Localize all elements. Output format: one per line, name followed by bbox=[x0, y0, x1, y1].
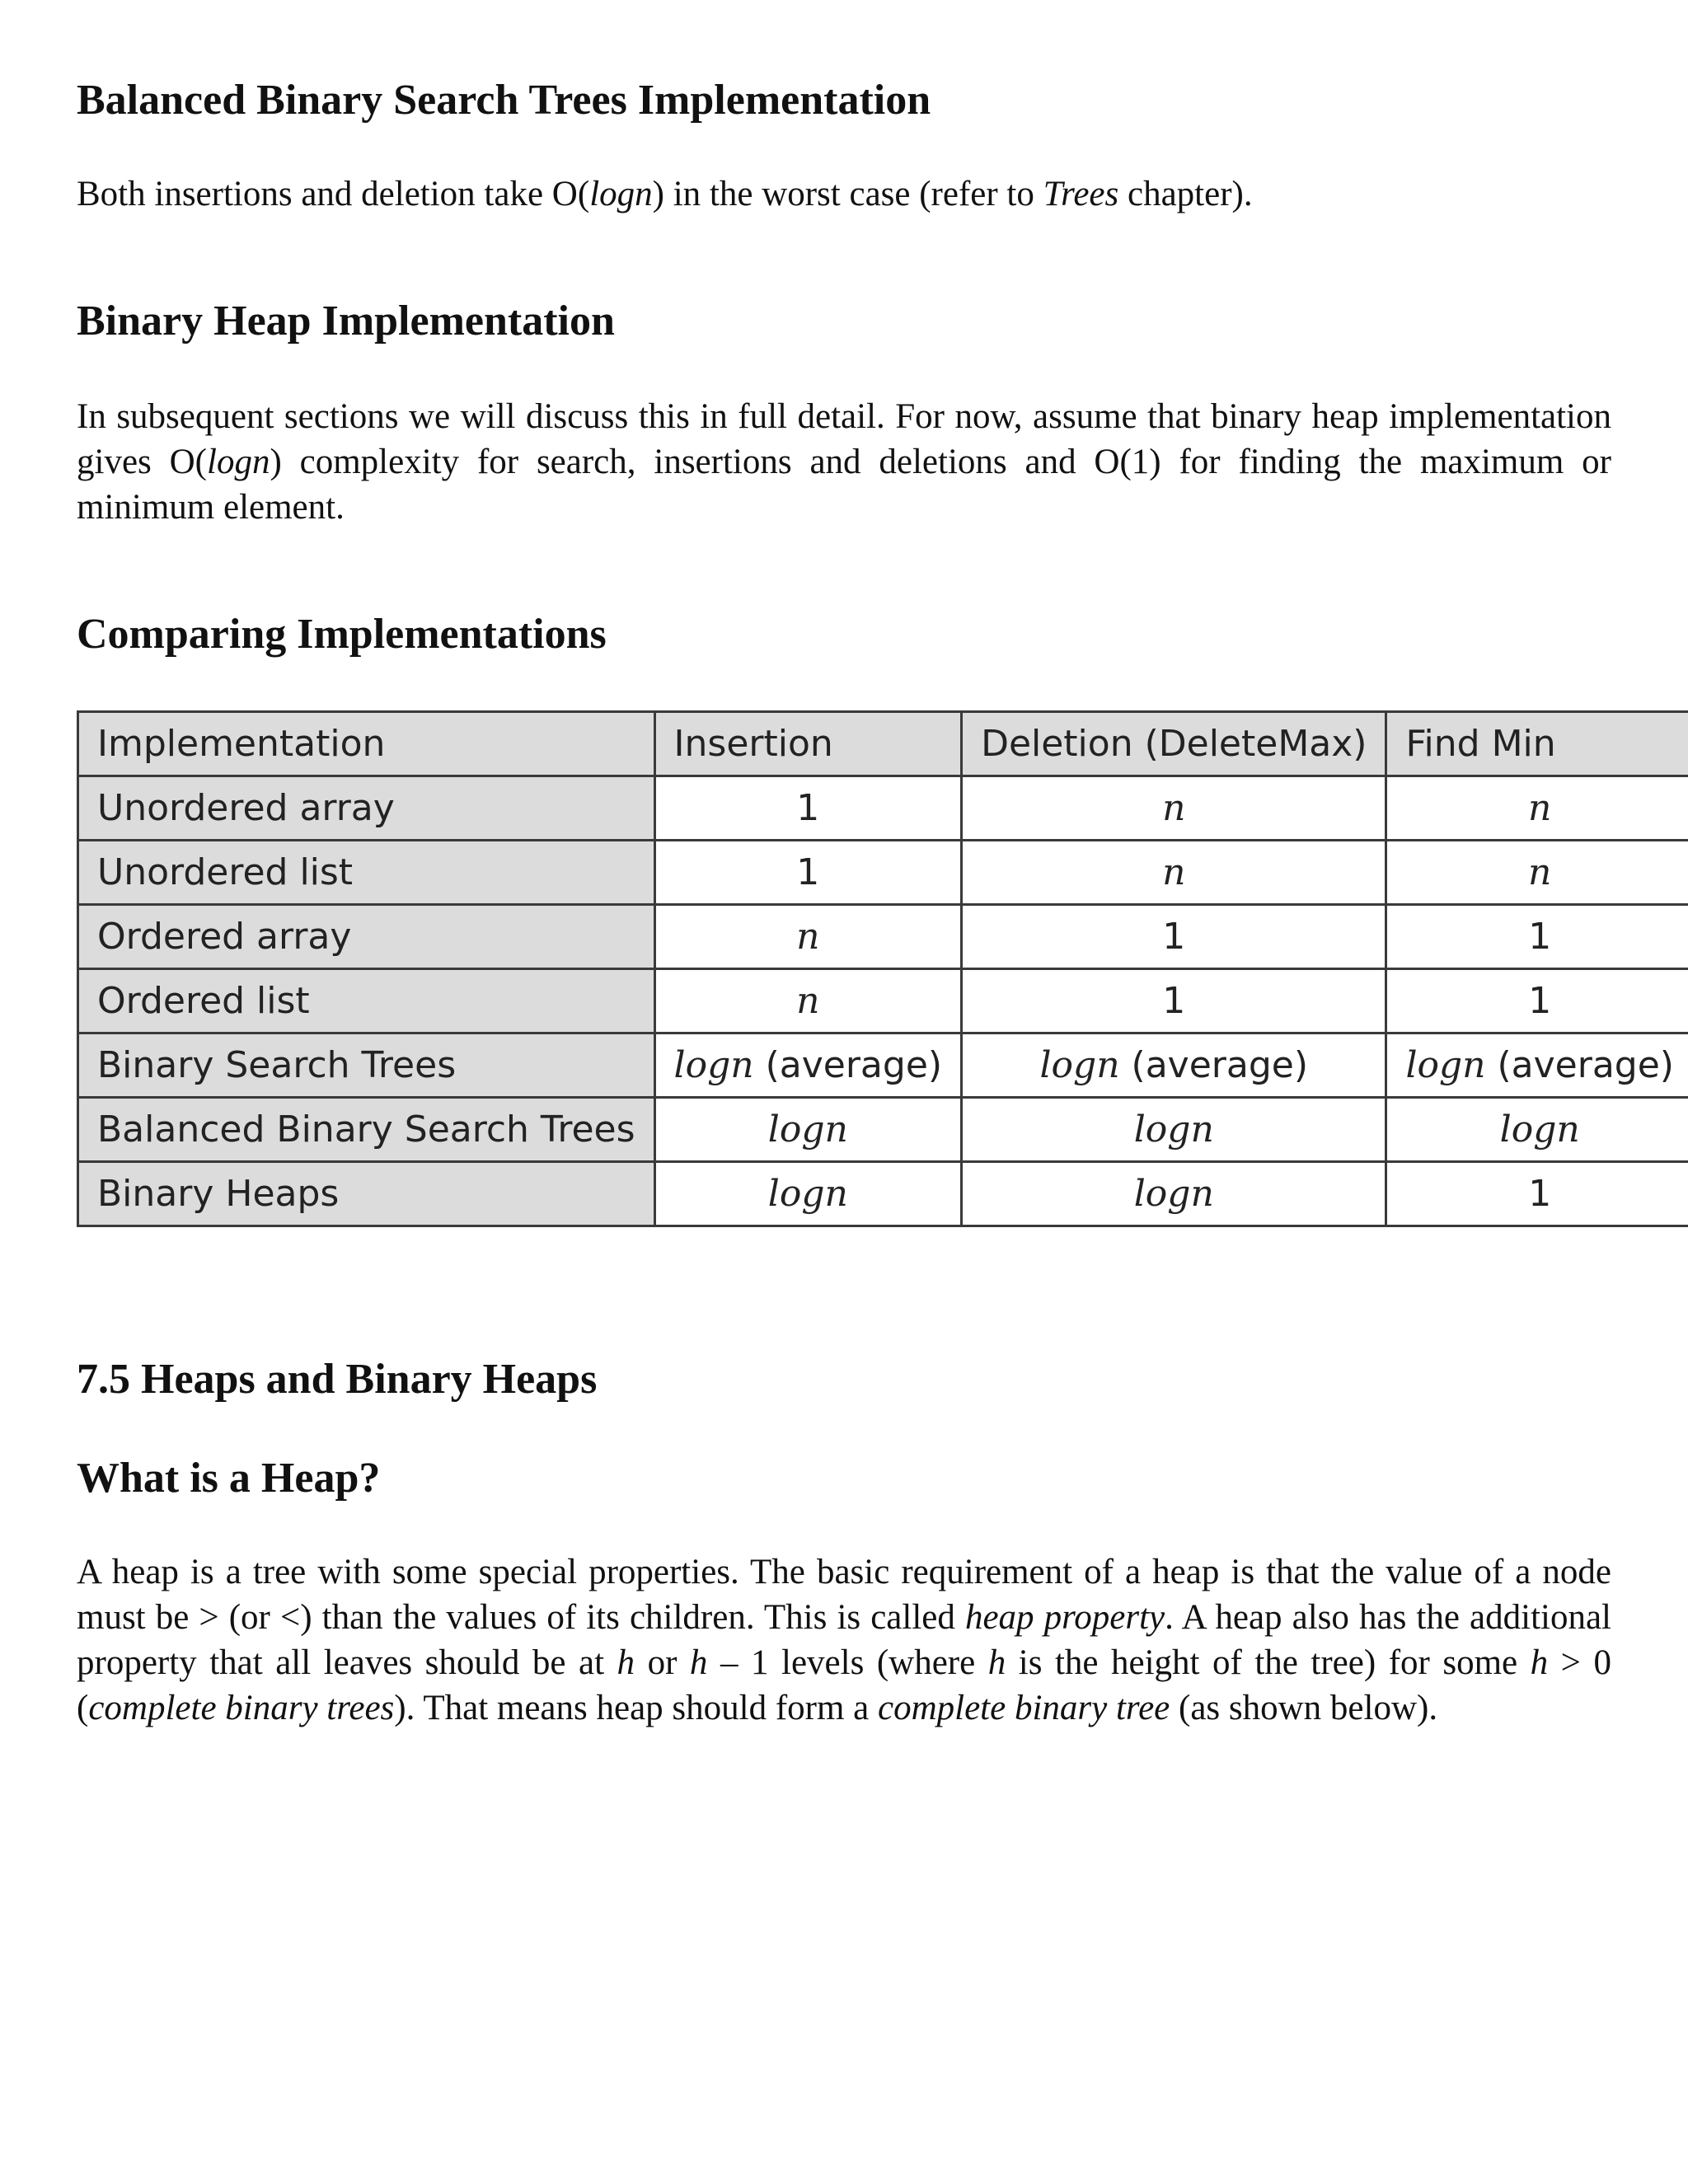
paragraph-what-is-heap bbox=[77, 1549, 1611, 1731]
italic-run: complete binary tree bbox=[878, 1689, 1170, 1727]
table-cell: n bbox=[962, 776, 1386, 841]
table-cell: logn bbox=[962, 1162, 1386, 1226]
table-row bbox=[78, 841, 1688, 905]
italic-run: Trees bbox=[1043, 175, 1119, 213]
text-run: In subsequent sections we will discuss this in full detail. For now, assume that binary heap implementation gives O( bbox=[77, 397, 1611, 481]
paragraph-bbst bbox=[77, 171, 1611, 217]
row-header-cell: Unordered array bbox=[78, 776, 655, 841]
table-row bbox=[78, 1098, 1688, 1162]
paragraph-heap-impl bbox=[77, 394, 1611, 530]
italic-run: complete binary trees bbox=[88, 1689, 395, 1727]
table-cell: 1 bbox=[962, 969, 1386, 1033]
text-run: (as shown below). bbox=[1170, 1689, 1438, 1727]
table-cell: logn bbox=[654, 1098, 962, 1162]
table-cell: 1 bbox=[962, 905, 1386, 969]
header-cell: Implementation bbox=[78, 712, 655, 776]
table-cell: 1 bbox=[1386, 1162, 1688, 1226]
table-cell: n bbox=[1386, 841, 1688, 905]
table-cell: n bbox=[1386, 776, 1688, 841]
section-heading-comparing: Comparing Implementations bbox=[77, 611, 607, 658]
row-header-cell: Ordered array bbox=[78, 905, 655, 969]
table-cell bbox=[1386, 1033, 1688, 1098]
text-run: (average) bbox=[753, 1044, 943, 1086]
table-cell: logn bbox=[962, 1098, 1386, 1162]
row-header-cell: Unordered list bbox=[78, 841, 655, 905]
section-heading-heap-impl: Binary Heap Implementation bbox=[77, 298, 615, 344]
text-run: A heap is a tree with some special properties. The basic requirement of a heap is that the value of a node must be > (or <) than the values of its children. This is called bbox=[77, 1553, 1611, 1637]
table-cell: n bbox=[962, 841, 1386, 905]
text-run: ) in the worst case (refer to bbox=[652, 175, 1043, 213]
header-cell: Deletion (DeleteMax) bbox=[962, 712, 1386, 776]
text-run: ) complexity for search, insertions and deletions and O(1) for finding the maximum or minimum element. bbox=[77, 443, 1611, 527]
table-row bbox=[78, 1162, 1688, 1226]
table-cell bbox=[962, 1033, 1386, 1098]
table-cell: n bbox=[654, 969, 962, 1033]
table-cell: 1 bbox=[1386, 905, 1688, 969]
italic-run: logn bbox=[207, 443, 270, 481]
row-header-cell: Binary Heaps bbox=[78, 1162, 655, 1226]
text-run: – 1 levels (where bbox=[707, 1643, 988, 1682]
table-cell: 1 bbox=[654, 776, 962, 841]
table-row bbox=[78, 1033, 1688, 1098]
table-cell: 1 bbox=[1386, 969, 1688, 1033]
comparison-table bbox=[77, 710, 1688, 1227]
math-run: logn bbox=[673, 1044, 754, 1086]
table-cell: n bbox=[654, 905, 962, 969]
table-cell: 1 bbox=[654, 841, 962, 905]
italic-run: logn bbox=[589, 175, 653, 213]
row-header-cell: Ordered list bbox=[78, 969, 655, 1033]
table-cell: logn bbox=[1386, 1098, 1688, 1162]
header-cell: Insertion bbox=[654, 712, 962, 776]
italic-run: heap property bbox=[964, 1598, 1165, 1637]
text-run: Both insertions and deletion take O( bbox=[77, 175, 590, 213]
table-row bbox=[78, 969, 1688, 1033]
section-heading-bbst: Balanced Binary Search Trees Implementation bbox=[77, 77, 931, 124]
table-row bbox=[78, 776, 1688, 841]
table-row bbox=[78, 905, 1688, 969]
text-run: (average) bbox=[1485, 1044, 1674, 1086]
math-run: logn bbox=[1039, 1044, 1120, 1086]
table-header-row bbox=[78, 712, 1688, 776]
math-run: logn bbox=[1405, 1044, 1486, 1086]
text-run: > 0 ( bbox=[77, 1643, 1611, 1727]
italic-run: h bbox=[617, 1643, 635, 1682]
row-header-cell: Balanced Binary Search Trees bbox=[78, 1098, 655, 1162]
table-cell: logn bbox=[654, 1162, 962, 1226]
text-run: ). That means heap should form a bbox=[394, 1689, 879, 1727]
italic-run: h bbox=[1530, 1643, 1549, 1682]
text-run: (average) bbox=[1119, 1044, 1309, 1086]
text-run: . A heap also has the additional property that all leaves should be at bbox=[77, 1598, 1611, 1682]
text-run: is the height of the tree) for some bbox=[1006, 1643, 1531, 1682]
text-run: or bbox=[635, 1643, 690, 1682]
section-heading-what-is-heap: What is a Heap? bbox=[77, 1455, 381, 1502]
text-run: chapter). bbox=[1118, 175, 1253, 213]
italic-run: h bbox=[689, 1643, 708, 1682]
header-cell: Find Min bbox=[1386, 712, 1688, 776]
row-header-cell: Binary Search Trees bbox=[78, 1033, 655, 1098]
italic-run: h bbox=[987, 1643, 1006, 1682]
section-heading-heaps: 7.5 Heaps and Binary Heaps bbox=[77, 1356, 598, 1403]
table-cell bbox=[654, 1033, 962, 1098]
